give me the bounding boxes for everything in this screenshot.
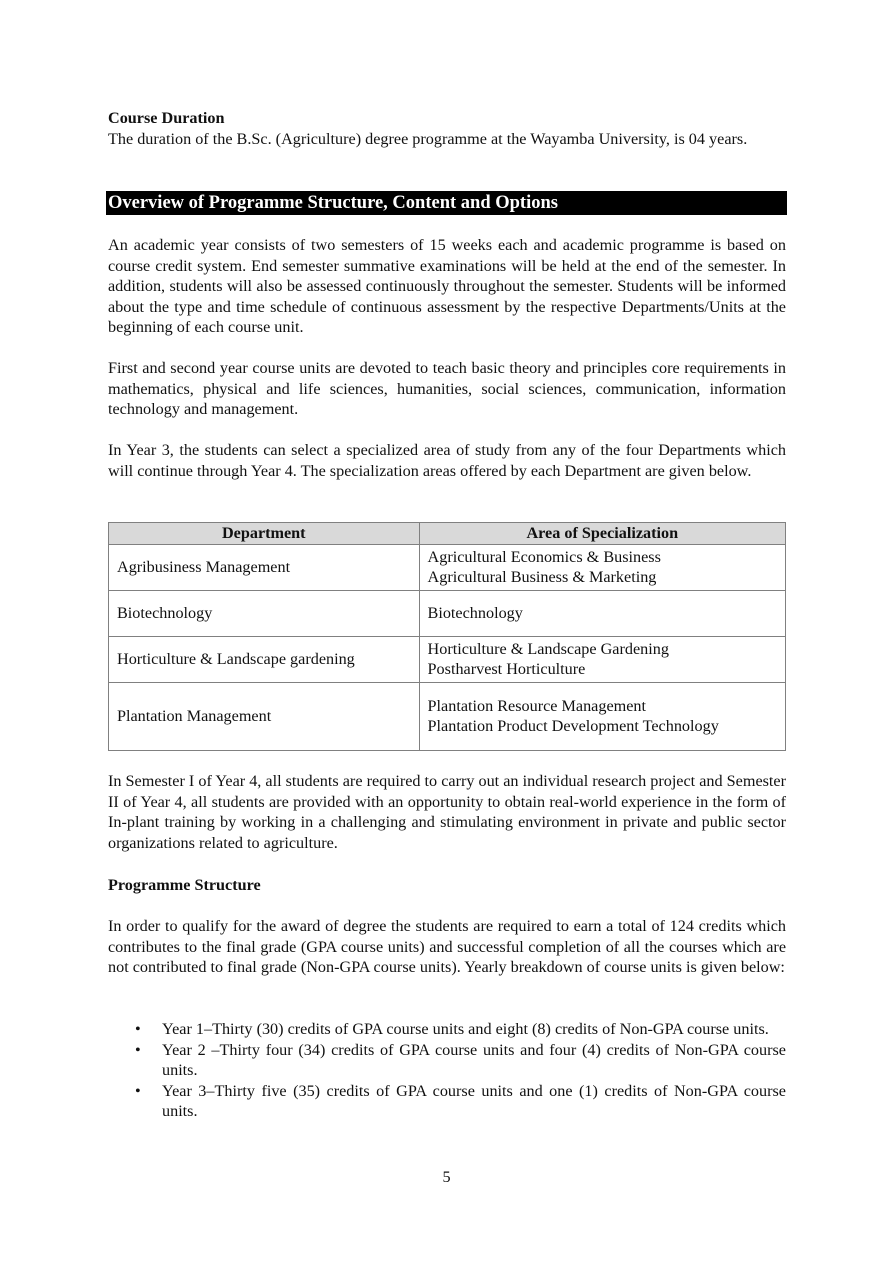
specialization-table [108,522,786,751]
specialization-cell [419,636,785,682]
header-area-of-specialization: Area of Specialization [419,523,785,545]
overview-paragraph-3: In Year 3, the students can select a specialized area of study from any of the four Departments which will continue through Year 4. The specialization areas offered by each Department are given below. [108,441,786,480]
specialization-item: Agricultural Business & Marketing [427,568,657,587]
department-cell: Plantation Management [109,682,420,750]
specialization-cell [419,544,785,590]
page-number: 5 [442,1168,451,1186]
specialization-item: Agricultural Economics & Business [427,547,661,566]
header-department: Department [109,523,420,545]
overview-banner-title: Overview of Programme Structure, Content and Options [106,191,787,215]
specialization-item: Plantation Resource Management [427,696,647,715]
specialization-cell [419,682,785,750]
table-row [109,682,786,750]
specialization-item: Postharvest Horticulture [427,660,586,679]
bullet-icon: • [135,1040,141,1059]
specialization-cell [419,590,785,636]
department-cell: Agribusiness Management [109,544,420,590]
list-item-text: Year 2 –Thirty four (34) credits of GPA course units and four (4) credits of Non-GPA course units. [162,1040,786,1080]
list-item-text: Year 3–Thirty five (35) credits of GPA course units and one (1) credits of Non-GPA course units. [162,1081,786,1121]
course-duration-section [108,108,786,149]
bullet-icon: • [135,1020,141,1038]
overview-paragraph-1: An academic year consists of two semesters of 15 weeks each and academic programme is based on course credit system. End semester summative examinations will be held at the end of the semester. In addition, students will also be assessed continuously throughout the semester. Students will be informed about the type and time schedule of continuous assessment by the respective Departments/Units at the beginning of each course unit. [108,236,786,337]
course-duration-heading: Course Duration [108,109,225,127]
table-header-row [109,523,786,545]
table-row [109,590,786,636]
specialization-item: Horticulture & Landscape Gardening [427,639,669,658]
list-item [108,1040,786,1081]
department-cell: Horticulture & Landscape gardening [109,636,420,682]
course-duration-text: The duration of the B.Sc. (Agriculture) degree programme at the Wayamba University, is 04 years. [108,129,748,148]
overview-paragraph-2: First and second year course units are devoted to teach basic theory and principles core requirements in mathematics, physical and life sciences, humanities, social sciences, communication, information technology and management. [108,359,786,419]
programme-structure-text: In order to qualify for the award of degree the students are required to earn a total of 124 credits which contributes to the final grade (GPA course units) and successful completion of all the courses which are not contributed to final grade (Non-GPA course units). Yearly breakdown of course units is given below: [108,917,786,977]
table-row [109,544,786,590]
bullet-icon: • [135,1081,141,1100]
table-row [109,636,786,682]
specialization-item: Biotechnology [427,603,523,622]
list-item [108,1081,786,1122]
year4-paragraph: In Semester I of Year 4, all students are required to carry out an individual research project and Semester II of Year 4, all students are provided with an opportunity to obtain real-world experience in the form of In-plant training by working in a challenging and stimulating environment in private and public sector organizations related to agriculture. [108,772,786,852]
department-cell: Biotechnology [109,590,420,636]
list-item [108,1019,786,1040]
programme-structure-heading: Programme Structure [108,876,261,894]
list-item-text: Year 1–Thirty (30) credits of GPA course units and eight (8) credits of Non-GPA course units. [162,1020,769,1038]
yearly-breakdown-list [108,1019,786,1122]
specialization-item: Plantation Product Development Technology [427,717,719,736]
